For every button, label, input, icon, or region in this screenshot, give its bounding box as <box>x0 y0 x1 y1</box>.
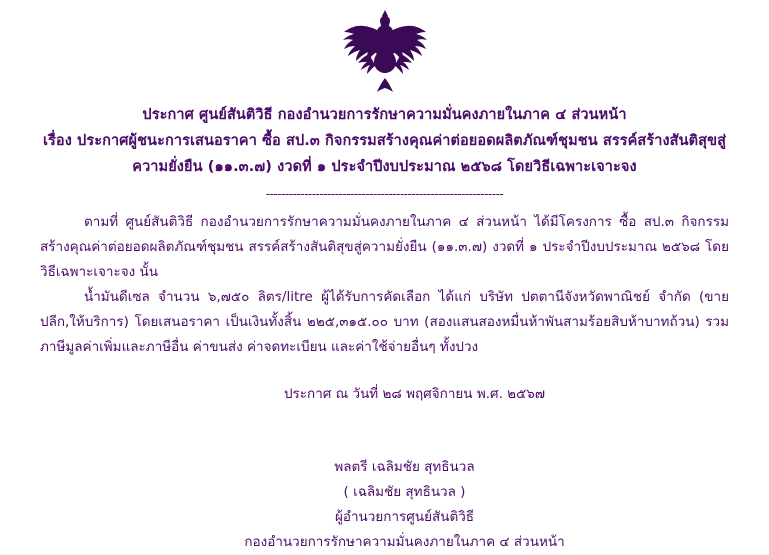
document-title <box>40 102 729 180</box>
garuda-emblem-icon <box>329 8 441 96</box>
paragraph-2: น้ำมันดีเซล จำนวน ๖,๗๕๐ ลิตร/litre ผู้ได้รับการคัดเลือก ได้แก่ บริษัท ปตตานีจังหวัดพาณิชย์ จำกัด (ขายปลีก,ให้บริการ) โดยเสนอราคา เป็นเงินทั้งสิ้น ๒๒๕,๓๑๕.๐๐ บาท (สองแสนสองหมื่นห้าพันสามร้อยสิบห้าบาทถ้วน) รวมภาษีมูลค่าเพิ่มและภาษีอื่น ค่าขนส่ง ค่าจดทะเบียน และค่าใช้จ่ายอื่นๆ ทั้งปวง <box>40 289 729 355</box>
title-line-3: ความยั่งยืน (๑๑.๓.๗) งวดที่ ๑ ประจำปีงบประมาณ ๒๕๖๘ โดยวิธีเฉพาะเจาะจง <box>132 159 637 175</box>
signer-position-1: ผู้อำนวยการศูนย์สันติวิธี <box>334 509 475 525</box>
title-divider: -------------------------------------------------------------- <box>265 187 504 201</box>
announce-date: ประกาศ ณ วันที่ ๒๘ พฤศจิกายน พ.ศ. ๒๕๖๗ <box>283 386 546 402</box>
signer-position-2: กองอำนวยการรักษาความมั่นคงภายในภาค ๔ ส่วนหน้า <box>244 534 565 550</box>
paragraph-1: ตามที่ ศูนย์สันติวิธี กองอำนวยการรักษาความมั่นคงภายในภาค ๔ ส่วนหน้า ได้มีโครงการ ซื้อ สป.๓ กิจกรรมสร้างคุณค่าต่อยอดผลิตภัณฑ์ชุมชน สรรค์สร้างสันติสุขสู่ความยั่งยืน (๑๑.๓.๗) งวดที่ ๑ ประจำปีงบประมาณ ๒๕๖๘ โดยวิธีเฉพาะเจาะจง นั้น <box>40 214 729 280</box>
emblem-container <box>40 8 729 100</box>
signer-name-paren: ( เฉลิมชัย สุทธินวล ) <box>343 484 466 500</box>
title-line-2: เรื่อง ประกาศผู้ชนะการเสนอราคา ซื้อ สป.๓ กิจกรรมสร้างคุณค่าต่อยอดผลิตภัณฑ์ชุมชน สรรค์สร้างสันติสุขสู่ <box>42 133 727 149</box>
signer-rank-name: พลตรี เฉลิมชัย สุทธินวล <box>334 459 475 475</box>
document-body <box>40 210 729 360</box>
signature-block <box>40 455 729 555</box>
title-line-1: ประกาศ ศูนย์สันติวิธี กองอำนวยการรักษาความมั่นคงภายในภาค ๔ ส่วนหน้า <box>142 107 627 123</box>
